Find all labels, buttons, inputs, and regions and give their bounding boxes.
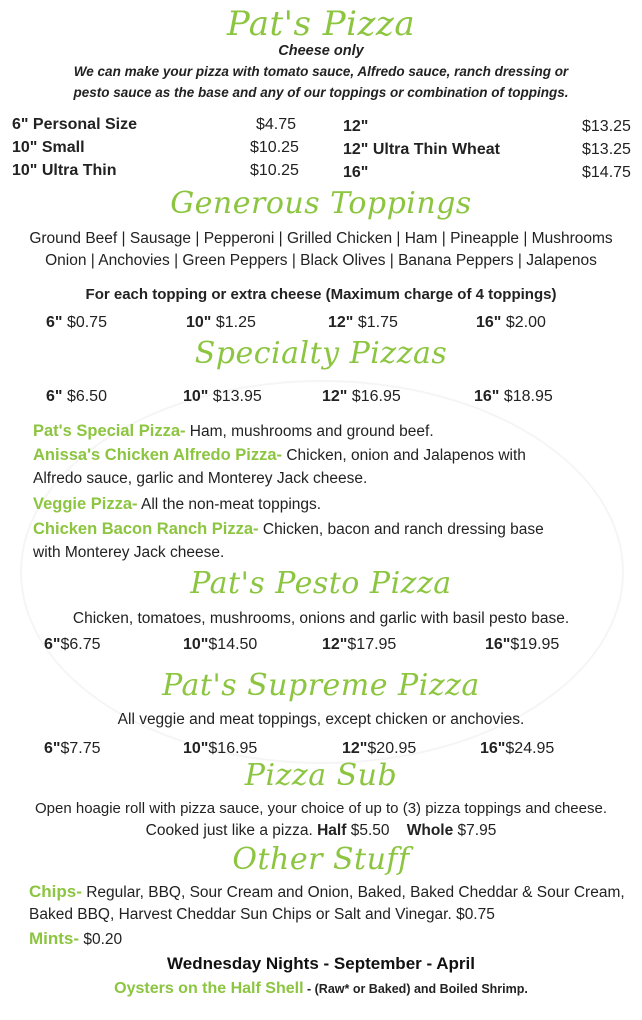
size-label: 16" [480, 740, 506, 757]
sub-heading: Pizza Sub [244, 758, 398, 793]
item-name: Anissa's Chicken Alfredo Pizza- [33, 446, 283, 464]
sub-desc-line-2 [0, 822, 642, 840]
size-label: 6" [46, 314, 63, 331]
size-label: 10" [183, 636, 209, 653]
size-label: 6" [46, 388, 63, 405]
pesto-heading: Pat's Pesto Pizza [190, 566, 452, 601]
sub-cooked-text: Cooked just like a pizza. [145, 822, 318, 839]
price: $20.95 [367, 740, 417, 757]
page-title: Pat's Pizza [226, 4, 416, 44]
item-desc: All the non-meat toppings. [137, 496, 322, 513]
size-label: 10" [183, 388, 209, 405]
chips-line-2: Baked BBQ, Harvest Cheddar Sun Chips or Salt and Vinegar. $0.75 [29, 906, 495, 923]
size-label: 6" Personal Size [12, 116, 137, 133]
topping-charge-note: For each topping or extra cheese (Maximum charge of 4 toppings) [85, 286, 557, 303]
toppings-line-1: Ground Beef | Sausage | Pepperoni | Grilled Chicken | Ham | Pineapple | Mushrooms [29, 230, 613, 247]
intro-line-1: We can make your pizza with tomato sauce, Alfredo sauce, ranch dressing or [73, 64, 569, 79]
toppings-heading: Generous Toppings [170, 186, 472, 221]
size-label: 12" [322, 388, 348, 405]
mints-label: Mints- [29, 929, 80, 948]
chips-line-1 [29, 882, 625, 902]
price: $13.25 [582, 141, 631, 158]
specialty-heading: Specialty Pizzas [194, 336, 448, 371]
item-desc: Chicken, onion and Jalapenos with [282, 447, 526, 464]
subtitle: Cheese only [278, 43, 364, 59]
price: $0.75 [66, 314, 107, 331]
other-heading: Other Stuff [232, 842, 410, 877]
item-name: Pat's Special Pizza- [33, 422, 186, 440]
size-label: 12" [322, 636, 348, 653]
size-label: 16" [485, 636, 511, 653]
size-label: 16" [474, 388, 500, 405]
size-label: 12" [342, 740, 368, 757]
list-item [33, 520, 544, 539]
price: $13.25 [582, 118, 631, 135]
price: $13.95 [212, 388, 262, 405]
price: $6.75 [60, 636, 101, 653]
item-desc-continued: Alfredo sauce, garlic and Monterey Jack cheese. [33, 470, 368, 487]
size-label: 10" [186, 314, 212, 331]
chips-label: Chips- [29, 882, 82, 901]
whole-price: $7.95 [453, 822, 497, 839]
size-label: 6" [44, 636, 61, 653]
oysters-label: Oysters on the Half Shell [114, 980, 304, 997]
size-label: 6" [44, 740, 61, 757]
oysters-line [0, 980, 642, 998]
size-label: 16" [343, 164, 369, 181]
whole-label: Whole [406, 822, 454, 839]
supreme-heading: Pat's Supreme Pizza [162, 668, 480, 703]
size-label: 10" Ultra Thin [12, 162, 117, 179]
chips-varieties: Regular, BBQ, Sour Cream and Onion, Baked, Baked Cheddar & Sour Cream, [81, 884, 625, 901]
price: $16.95 [208, 740, 258, 757]
half-price: $5.50 [346, 822, 390, 839]
price: $2.00 [505, 314, 546, 331]
toppings-line-2: Onion | Anchovies | Green Peppers | Black Olives | Banana Peppers | Jalapenos [45, 252, 597, 269]
oysters-desc: - (Raw* or Baked) and Boiled Shrimp. [303, 982, 528, 996]
price: $4.75 [256, 116, 297, 133]
price: $18.95 [503, 388, 553, 405]
size-label: 12" Ultra Thin Wheat [343, 141, 500, 158]
size-label: 10" [183, 740, 209, 757]
price: $6.50 [66, 388, 107, 405]
item-desc-continued: with Monterey Jack cheese. [33, 544, 225, 561]
price: $1.75 [357, 314, 398, 331]
item-desc: Chicken, bacon and ranch dressing base [258, 521, 544, 538]
price: $10.25 [250, 162, 299, 179]
list-item [33, 495, 321, 514]
price: $10.25 [250, 139, 299, 156]
supreme-desc: All veggie and meat toppings, except chicken or anchovies. [117, 711, 525, 728]
item-desc: Ham, mushrooms and ground beef. [185, 423, 434, 440]
half-label: Half [317, 822, 347, 839]
item-name: Chicken Bacon Ranch Pizza- [33, 520, 259, 538]
mints-price: $0.20 [79, 931, 123, 948]
list-item [33, 422, 434, 441]
price: $19.95 [510, 636, 560, 653]
price: $14.50 [208, 636, 258, 653]
price: $14.75 [582, 164, 631, 181]
size-label: 16" [476, 314, 502, 331]
sub-desc-line-1: Open hoagie roll with pizza sauce, your choice of up to (3) pizza toppings and cheese. [34, 800, 607, 817]
price: $7.75 [60, 740, 101, 757]
list-item [33, 446, 526, 465]
size-label: 10" Small [12, 139, 85, 156]
pesto-desc: Chicken, tomatoes, mushrooms, onions and garlic with basil pesto base. [72, 610, 570, 627]
wednesday-title: Wednesday Nights - September - April [167, 954, 475, 973]
price: $24.95 [505, 740, 555, 757]
price: $16.95 [351, 388, 401, 405]
mints-line [29, 929, 122, 949]
item-name: Veggie Pizza- [33, 495, 138, 513]
price: $17.95 [347, 636, 397, 653]
size-label: 12" [328, 314, 354, 331]
price: $1.25 [215, 314, 256, 331]
intro-line-2: pesto sauce as the base and any of our toppings or combination of toppings. [73, 85, 569, 100]
size-label: 12" [343, 118, 369, 135]
